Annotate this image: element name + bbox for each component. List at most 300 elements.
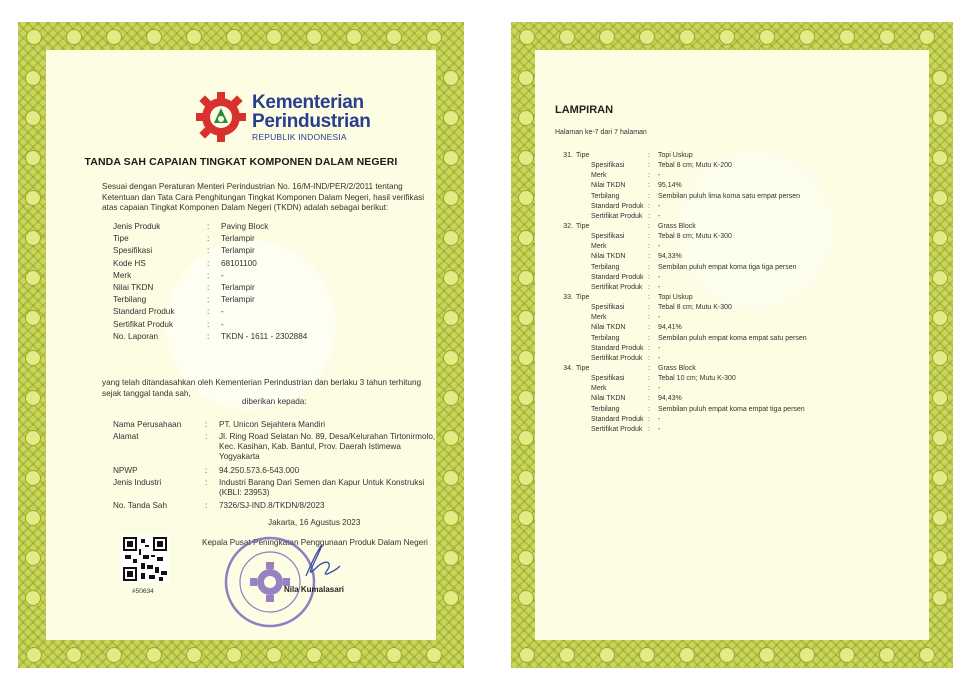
item-number-spacer	[561, 345, 573, 355]
logo-line-3: REPUBLIK INDONESIA	[252, 131, 347, 142]
field-separator: :	[207, 295, 210, 305]
border-ornament-icon	[25, 150, 41, 166]
field-separator: :	[205, 466, 208, 475]
border-ornament-icon	[26, 647, 42, 663]
field-label: Tipe	[576, 152, 590, 159]
field-label: Sertifikat Produk	[591, 354, 643, 362]
field-label: Terbilang	[591, 192, 620, 200]
border-ornament-icon	[25, 470, 41, 486]
field-value: -	[658, 415, 661, 423]
company-row	[113, 501, 436, 513]
field-value: Sembilan puluh empat koma tiga tiga persen	[658, 263, 797, 271]
border-ornament-icon	[932, 590, 948, 606]
field-separator: :	[648, 415, 650, 423]
field-value: -	[221, 319, 224, 329]
item-number-spacer	[561, 172, 573, 182]
border-ornament-icon	[799, 647, 815, 663]
field-label: Nilai TKDN	[113, 282, 154, 292]
border-ornament-icon	[518, 150, 534, 166]
border-ornament-icon	[186, 29, 202, 45]
attachment-row	[561, 345, 807, 355]
field-separator: :	[207, 319, 210, 329]
border-ornament-icon	[839, 29, 855, 45]
field-label: Merk	[113, 270, 132, 280]
border-ornament-icon	[25, 390, 41, 406]
border-ornament-icon	[346, 29, 362, 45]
field-separator: :	[648, 425, 650, 433]
field-label: Merk	[591, 243, 607, 251]
attachment-row	[561, 203, 807, 213]
field-separator: :	[648, 395, 650, 403]
border-ornament-icon	[443, 590, 459, 606]
field-separator: :	[207, 258, 210, 268]
certificate-body	[46, 50, 436, 640]
field-label: Sertifikat Produk	[591, 212, 643, 220]
attachment-row	[561, 314, 807, 324]
field-separator: :	[205, 501, 208, 510]
field-value: TKDN - 1611 - 2302884	[221, 331, 308, 341]
field-value: Topi Uskup	[658, 293, 693, 301]
signature-icon	[296, 532, 342, 584]
border-ornament-icon	[759, 647, 775, 663]
item-number-spacer	[561, 304, 573, 314]
attachment-row	[561, 395, 807, 405]
border-ornament-icon	[599, 29, 615, 45]
border-ornament-icon	[518, 390, 534, 406]
field-label: Spesifikasi	[591, 233, 625, 241]
validity-paragraph: yang telah ditandasahkan oleh Kementerian Perindustrian dan berlaku 3 tahun terhitung sejak tanggal tanda sah,	[102, 378, 422, 398]
item-number-spacer	[561, 335, 573, 345]
field-label: Alamat	[113, 432, 139, 441]
attachment-row	[561, 365, 807, 375]
field-value: Sembilan puluh lima koma satu empat persen	[658, 192, 801, 200]
item-number: 34.	[563, 364, 573, 372]
item-number-spacer	[561, 314, 573, 324]
item-number-spacer	[561, 213, 573, 223]
field-separator: :	[648, 364, 650, 372]
border-ornament-icon	[443, 110, 459, 126]
field-label: Terbilang	[113, 295, 147, 305]
border-ornament-icon	[443, 230, 459, 246]
item-number-spacer	[561, 324, 573, 334]
field-separator: :	[648, 233, 650, 241]
border-ornament-icon	[443, 310, 459, 326]
field-value: Terlampir	[221, 295, 255, 305]
item-number: 31.	[563, 152, 573, 159]
border-ornament-icon	[66, 29, 82, 45]
border-ornament-icon	[932, 350, 948, 366]
field-separator: :	[648, 354, 650, 362]
company-details	[113, 420, 436, 513]
border-ornament-icon	[518, 270, 534, 286]
item-number-spacer	[561, 264, 573, 274]
attachment-row	[561, 304, 807, 314]
signer-name: Nila Kumalasari	[284, 585, 345, 594]
field-value: Industri Barang Dari Semen dan Kapur Untuk Konstruksi (KBLI: 23953)	[219, 478, 425, 497]
field-value: Sembilan puluh empat koma empat satu persen	[658, 334, 807, 342]
border-ornament-icon	[519, 29, 535, 45]
field-label: Standard Produk	[591, 344, 644, 352]
border-ornament-icon	[25, 510, 41, 526]
attachment-row	[561, 294, 807, 304]
product-row	[113, 234, 307, 246]
field-label: Sertifikat Produk	[591, 425, 643, 433]
field-label: NPWP	[113, 466, 138, 475]
field-value: Tebal 8 cm; Mutu K-200	[658, 162, 732, 170]
border-ornament-icon	[306, 647, 322, 663]
border-ornament-icon	[932, 150, 948, 166]
field-label: Tipe	[576, 293, 590, 301]
qr-number: #50634	[132, 588, 154, 595]
logo-line-2: Perindustrian	[252, 110, 371, 132]
field-separator: :	[648, 152, 650, 159]
attachment-row	[561, 182, 807, 192]
field-separator: :	[207, 246, 210, 256]
field-value: Tebal 8 cm; Mutu K-300	[658, 304, 732, 312]
attachment-row	[561, 274, 807, 284]
attachment-row	[561, 193, 807, 203]
field-value: -	[658, 243, 661, 251]
product-details	[113, 222, 307, 344]
item-number-spacer	[561, 233, 573, 243]
item-number-spacer	[561, 162, 573, 172]
border-ornament-icon	[226, 647, 242, 663]
field-separator: :	[648, 304, 650, 312]
attachment-row	[561, 375, 807, 385]
product-row	[113, 307, 307, 319]
field-label: Standard Produk	[591, 415, 644, 423]
company-row	[113, 420, 436, 432]
item-number-spacer	[561, 274, 573, 284]
attachment-row	[561, 335, 807, 345]
head-office-title: Kepala Pusat Peningkatan Penggunaan Produk Dalam Negeri	[202, 538, 428, 547]
border-ornament-icon	[306, 29, 322, 45]
border-ornament-icon	[639, 29, 655, 45]
border-ornament-icon	[799, 29, 815, 45]
border-ornament-icon	[426, 29, 442, 45]
border-ornament-icon	[518, 350, 534, 366]
border-ornament-icon	[759, 29, 775, 45]
border-ornament-icon	[932, 110, 948, 126]
item-number: 33.	[563, 293, 573, 301]
field-label: Merk	[591, 172, 607, 180]
border-ornament-icon	[443, 390, 459, 406]
product-row	[113, 283, 307, 295]
product-row	[113, 332, 307, 344]
field-value: 94,41%	[658, 324, 682, 332]
intro-paragraph: Sesuai dengan Peraturan Menteri Perindustrian No. 16/M-IND/PER/2/2011 tentang Ketentuan dan Tata Cara Penghitungan Tingkat Komponen Dalam Negeri, hasil verifikasi atas capaian Tingkat Komponen Dalam Negeri (TKDN) adalah sebagai berikut:	[102, 182, 425, 212]
field-value: -	[658, 344, 661, 352]
border-ornament-icon	[443, 150, 459, 166]
border-ornament-icon	[932, 70, 948, 86]
field-value: Topi Uskup	[658, 152, 693, 159]
field-value: -	[658, 354, 661, 362]
item-number-spacer	[561, 416, 573, 426]
field-value: Terlampir	[221, 282, 255, 292]
border-ornament-icon	[443, 70, 459, 86]
item-number-spacer	[561, 243, 573, 253]
ministry-logo	[194, 90, 371, 144]
attachment-row	[561, 264, 807, 274]
field-separator: :	[205, 420, 208, 429]
field-value: -	[658, 425, 661, 433]
gear-logo-icon	[194, 90, 248, 144]
field-value: Paving Block	[221, 222, 269, 231]
attachment-row	[561, 213, 807, 223]
field-label: Tipe	[576, 222, 590, 230]
border-ornament-icon	[146, 29, 162, 45]
border-ornament-icon	[266, 29, 282, 45]
field-value: 94.250.573.6-543.000	[219, 466, 300, 475]
border-ornament-icon	[879, 647, 895, 663]
item-number-spacer	[561, 355, 573, 365]
field-value: -	[658, 202, 661, 210]
field-label: Tipe	[576, 364, 590, 372]
field-separator: :	[207, 270, 210, 280]
given-to-label: diberikan kepada:	[242, 397, 307, 406]
company-row	[113, 466, 436, 478]
field-label: Nilai TKDN	[591, 324, 626, 332]
item-number-spacer	[561, 406, 573, 416]
field-value: 94,33%	[658, 253, 682, 261]
field-separator: :	[648, 405, 650, 413]
border-ornament-icon	[839, 647, 855, 663]
field-separator: :	[648, 192, 650, 200]
border-ornament-icon	[879, 29, 895, 45]
certificate-title: TANDA SAH CAPAIAN TINGKAT KOMPONEN DALAM NEGERI	[84, 156, 398, 168]
border-ornament-icon	[559, 647, 575, 663]
field-value: Terlampir	[221, 246, 255, 256]
border-ornament-icon	[26, 29, 42, 45]
border-ornament-icon	[599, 647, 615, 663]
product-row	[113, 320, 307, 332]
field-label: Merk	[591, 314, 607, 322]
field-value: -	[221, 270, 224, 280]
border-ornament-icon	[518, 430, 534, 446]
border-ornament-icon	[919, 647, 935, 663]
border-ornament-icon	[719, 647, 735, 663]
border-ornament-icon	[25, 430, 41, 446]
border-ornament-icon	[25, 110, 41, 126]
attachment-row	[561, 416, 807, 426]
field-separator: :	[648, 334, 650, 342]
border-ornament-icon	[518, 510, 534, 526]
item-number-spacer	[561, 426, 573, 436]
field-label: Spesifikasi	[113, 246, 153, 256]
attachment-row	[561, 253, 807, 263]
field-separator: :	[207, 282, 210, 292]
border-ornament-icon	[932, 270, 948, 286]
field-separator: :	[207, 331, 210, 341]
certificate-page	[18, 22, 464, 668]
border-ornament-icon	[106, 647, 122, 663]
border-ornament-icon	[443, 470, 459, 486]
company-row	[113, 478, 436, 501]
border-ornament-icon	[932, 550, 948, 566]
field-separator: :	[648, 212, 650, 220]
field-value: 94,43%	[658, 395, 682, 403]
field-label: Nama Perusahaan	[113, 420, 182, 429]
field-label: Standard Produk	[113, 307, 175, 317]
border-ornament-icon	[346, 647, 362, 663]
field-value: 95,14%	[658, 182, 682, 190]
field-separator: :	[207, 234, 210, 244]
field-value: Jl. Ring Road Selatan No. 89, Desa/Kelurahan Tirtonirmolo, Kec. Kasihan, Kab. Bantul, Prov. Daerah Istimewa Yogyakarta	[219, 432, 436, 461]
qr-code-icon	[121, 535, 169, 583]
border-ornament-icon	[518, 550, 534, 566]
field-separator: :	[648, 222, 650, 230]
field-separator: :	[648, 253, 650, 261]
field-separator: :	[648, 243, 650, 251]
border-ornament-icon	[559, 29, 575, 45]
field-separator: :	[648, 324, 650, 332]
border-ornament-icon	[25, 190, 41, 206]
product-row	[113, 259, 307, 271]
field-separator: :	[205, 432, 208, 441]
field-label: Standard Produk	[591, 273, 644, 281]
field-separator: :	[648, 293, 650, 301]
attachment-item-list	[561, 152, 807, 436]
border-ornament-icon	[932, 470, 948, 486]
border-ornament-icon	[386, 29, 402, 45]
border-ornament-icon	[25, 230, 41, 246]
attachment-row	[561, 284, 807, 294]
border-ornament-icon	[443, 190, 459, 206]
field-separator: :	[648, 314, 650, 322]
field-label: Sertifikat Produk	[591, 283, 643, 291]
company-row	[113, 432, 436, 466]
product-row	[113, 222, 307, 234]
attachment-row	[561, 426, 807, 436]
border-ornament-icon	[518, 110, 534, 126]
item-number-spacer	[561, 395, 573, 405]
attachment-row	[561, 355, 807, 365]
border-ornament-icon	[25, 70, 41, 86]
field-value: Sembilan puluh empat koma empat tiga persen	[658, 405, 805, 413]
field-separator: :	[648, 182, 650, 190]
border-ornament-icon	[443, 350, 459, 366]
border-ornament-icon	[639, 647, 655, 663]
page-info: Halaman ke-7 dari 7 halaman	[555, 129, 647, 136]
border-ornament-icon	[518, 230, 534, 246]
border-ornament-icon	[519, 647, 535, 663]
attachment-body	[535, 50, 929, 640]
field-label: Terbilang	[591, 405, 620, 413]
field-label: Tipe	[113, 234, 129, 244]
field-value: -	[658, 283, 661, 291]
border-ornament-icon	[25, 350, 41, 366]
field-value: Terlampir	[221, 234, 255, 244]
border-ornament-icon	[932, 430, 948, 446]
item-number-spacer	[561, 375, 573, 385]
field-label: Standard Produk	[591, 202, 644, 210]
field-value: -	[658, 385, 661, 393]
border-ornament-icon	[443, 270, 459, 286]
attachment-row	[561, 172, 807, 182]
field-value: -	[658, 314, 661, 322]
field-label: Terbilang	[591, 263, 620, 271]
border-ornament-icon	[25, 270, 41, 286]
field-value: -	[221, 307, 224, 317]
border-ornament-icon	[226, 29, 242, 45]
field-label: Merk	[591, 385, 607, 393]
border-ornament-icon	[25, 310, 41, 326]
border-ornament-icon	[426, 647, 442, 663]
border-ornament-icon	[25, 590, 41, 606]
field-value: -	[658, 273, 661, 281]
field-value: 68101100	[221, 258, 257, 268]
border-ornament-icon	[518, 470, 534, 486]
product-row	[113, 295, 307, 307]
border-ornament-icon	[932, 390, 948, 406]
border-ornament-icon	[443, 550, 459, 566]
border-ornament-icon	[443, 510, 459, 526]
field-value: Grass Block	[658, 222, 696, 230]
border-ornament-icon	[932, 310, 948, 326]
field-label: Spesifikasi	[591, 304, 625, 312]
border-ornament-icon	[146, 647, 162, 663]
border-ornament-icon	[932, 230, 948, 246]
field-separator: :	[648, 273, 650, 281]
field-separator: :	[648, 202, 650, 210]
item-number-spacer	[561, 182, 573, 192]
item-number-spacer	[561, 203, 573, 213]
field-value: -	[658, 212, 661, 220]
border-ornament-icon	[679, 647, 695, 663]
attachment-item	[561, 365, 807, 436]
item-number-spacer	[561, 253, 573, 263]
item-number-spacer	[561, 193, 573, 203]
field-label: Nilai TKDN	[591, 253, 626, 261]
field-label: Kode HS	[113, 258, 146, 268]
border-ornament-icon	[106, 29, 122, 45]
field-label: No. Tanda Sah	[113, 501, 168, 510]
field-label: Nilai TKDN	[591, 182, 626, 190]
border-ornament-icon	[932, 510, 948, 526]
field-label: Spesifikasi	[591, 162, 625, 170]
field-value: PT. Unicon Sejahtera Mandiri	[219, 420, 326, 429]
item-number-spacer	[561, 385, 573, 395]
attachment-row	[561, 243, 807, 253]
attachment-page	[511, 22, 953, 668]
field-label: Sertifikat Produk	[113, 319, 174, 329]
border-ornament-icon	[719, 29, 735, 45]
border-ornament-icon	[443, 430, 459, 446]
attachment-row	[561, 385, 807, 395]
product-row	[113, 246, 307, 258]
field-separator: :	[648, 283, 650, 291]
border-ornament-icon	[25, 550, 41, 566]
field-label: Terbilang	[591, 334, 620, 342]
attachment-item	[561, 294, 807, 365]
field-separator: :	[648, 385, 650, 393]
border-ornament-icon	[66, 647, 82, 663]
attachment-row	[561, 233, 807, 243]
item-number-spacer	[561, 284, 573, 294]
field-separator: :	[648, 172, 650, 180]
field-separator: :	[648, 375, 650, 383]
field-separator: :	[648, 344, 650, 352]
border-ornament-icon	[186, 647, 202, 663]
field-separator: :	[205, 478, 208, 487]
field-separator: :	[648, 263, 650, 271]
border-ornament-icon	[932, 190, 948, 206]
border-ornament-icon	[919, 29, 935, 45]
border-ornament-icon	[386, 647, 402, 663]
issue-date: Jakarta, 16 Agustus 2023	[268, 518, 361, 527]
attachment-row	[561, 406, 807, 416]
field-separator: :	[207, 222, 210, 231]
